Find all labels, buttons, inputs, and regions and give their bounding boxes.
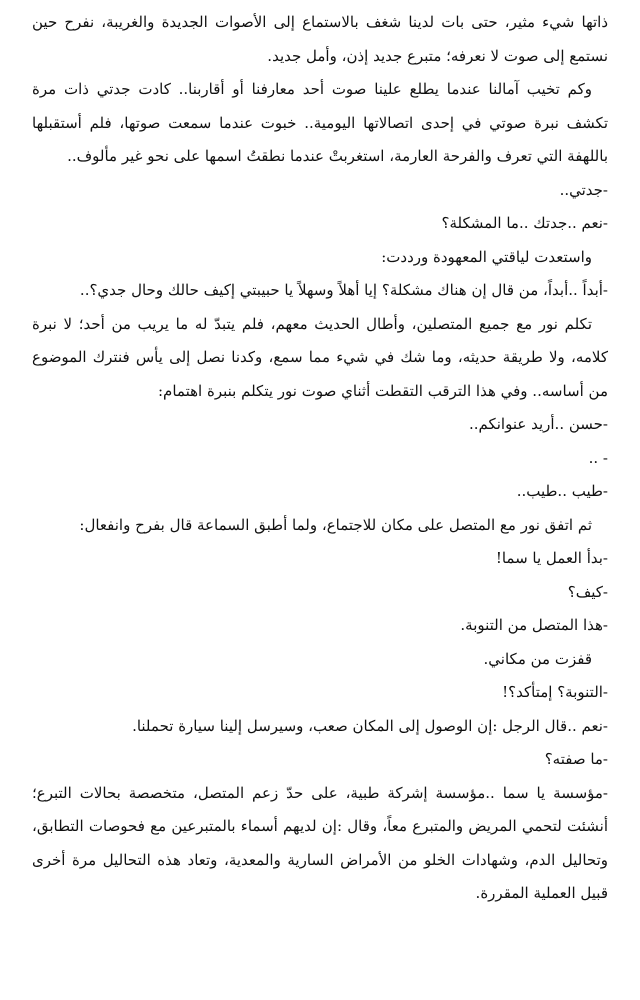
paragraph-2: وكم تخيب آمالنا عندما يطلع علينا صوت أحد معارفنا أو أقاربنا.. كادت جدتي ذات مرة تكشف نبرة صوتي في إحدى اتصالاتها اليومية.. خبوت عندما سمعت صوتها، فلم أستقبلها باللهفة التي تعرف والفرحة العارمة، استغربتْ عندما نطقتُ اسمها على نحو غير مألوف.. [32, 80, 608, 165]
dialogue-line-6: -طيب ..طيب.. [516, 482, 608, 500]
paragraph-5: ثم اتفق نور مع المتصل على مكان للاجتماع، ولما أطبق السماعة قال بفرح وانفعال: [79, 515, 592, 534]
dialogue-line-3: -أبداً ..أبداً، من قال إن هناك مشكلة؟ إيا أهلاً وسهلاً يا حبيبتي إكيف حالك وحال جدي؟.. [79, 281, 608, 299]
paragraph-3: واستعدت لياقتي المعهودة ورددت: [381, 247, 592, 266]
paragraph-6: قفزت من مكاني. [483, 649, 592, 668]
dialogue-line-7: -بدأ العمل يا سما! [495, 549, 608, 567]
dialogue-line-4: -حسن ..أريد عنوانكم.. [468, 415, 608, 433]
dialogue-line-5: - .. [588, 448, 608, 467]
dialogue-line-12: -ما صفته؟ [544, 750, 608, 768]
dialogue-line-9: -هذا المتصل من التنوبة. [460, 616, 608, 634]
dialogue-line-2: -نعم ..جدتك ..ما المشكلة؟ [441, 214, 608, 232]
dialogue-line-8: -كيف؟ [567, 582, 608, 601]
dialogue-line-1: -جدتي.. [559, 180, 608, 199]
dialogue-line-11: -نعم ..قال الرجل :إن الوصول إلى المكان صعب، وسيرسل إلينا سيارة تحملنا. [132, 716, 608, 735]
dialogue-line-13: -مؤسسة يا سما ..مؤسسة إشركة طبية، على حدّ زعم المتصل، متخصصة بحالات التبرع؛ أنشئت لتحمي المريض والمتبرع معاً، وقال :إن لديهم أسماء بالمتبرعين مع فحوصات التطابق، وتحاليل الدم، وشهادات الخلو من الأمراض السارية والمعدية، وتعاد هذه التحاليل مرة أخرى قبيل العملية المقررة. [32, 783, 608, 902]
paragraph-1: ذاتها شيء مثير، حتى بات لدينا شغف بالاستماع إلى الأصوات الجديدة والغريبة، نفرح حين نستمع إلى صوت لا نعرفه؛ متبرع جديد إذن، وأمل جديد. [32, 13, 608, 65]
paragraph-4: تكلم نور مع جميع المتصلين، وأطال الحديث معهم، فلم يتبدّ له ما يريب من أحد؛ لا نبرة كلامه، ولا طريقة حديثه، وما شك في شيء مما سمع، وكدنا نصل إلى يأس فنترك الموضوع من أساسه.. وفي هذا الترقب التقطت أثناي صوت نور يتكلم بنبرة اهتمام: [32, 314, 608, 400]
dialogue-line-10: -التنوبة؟ إمتأكد؟! [502, 683, 608, 701]
